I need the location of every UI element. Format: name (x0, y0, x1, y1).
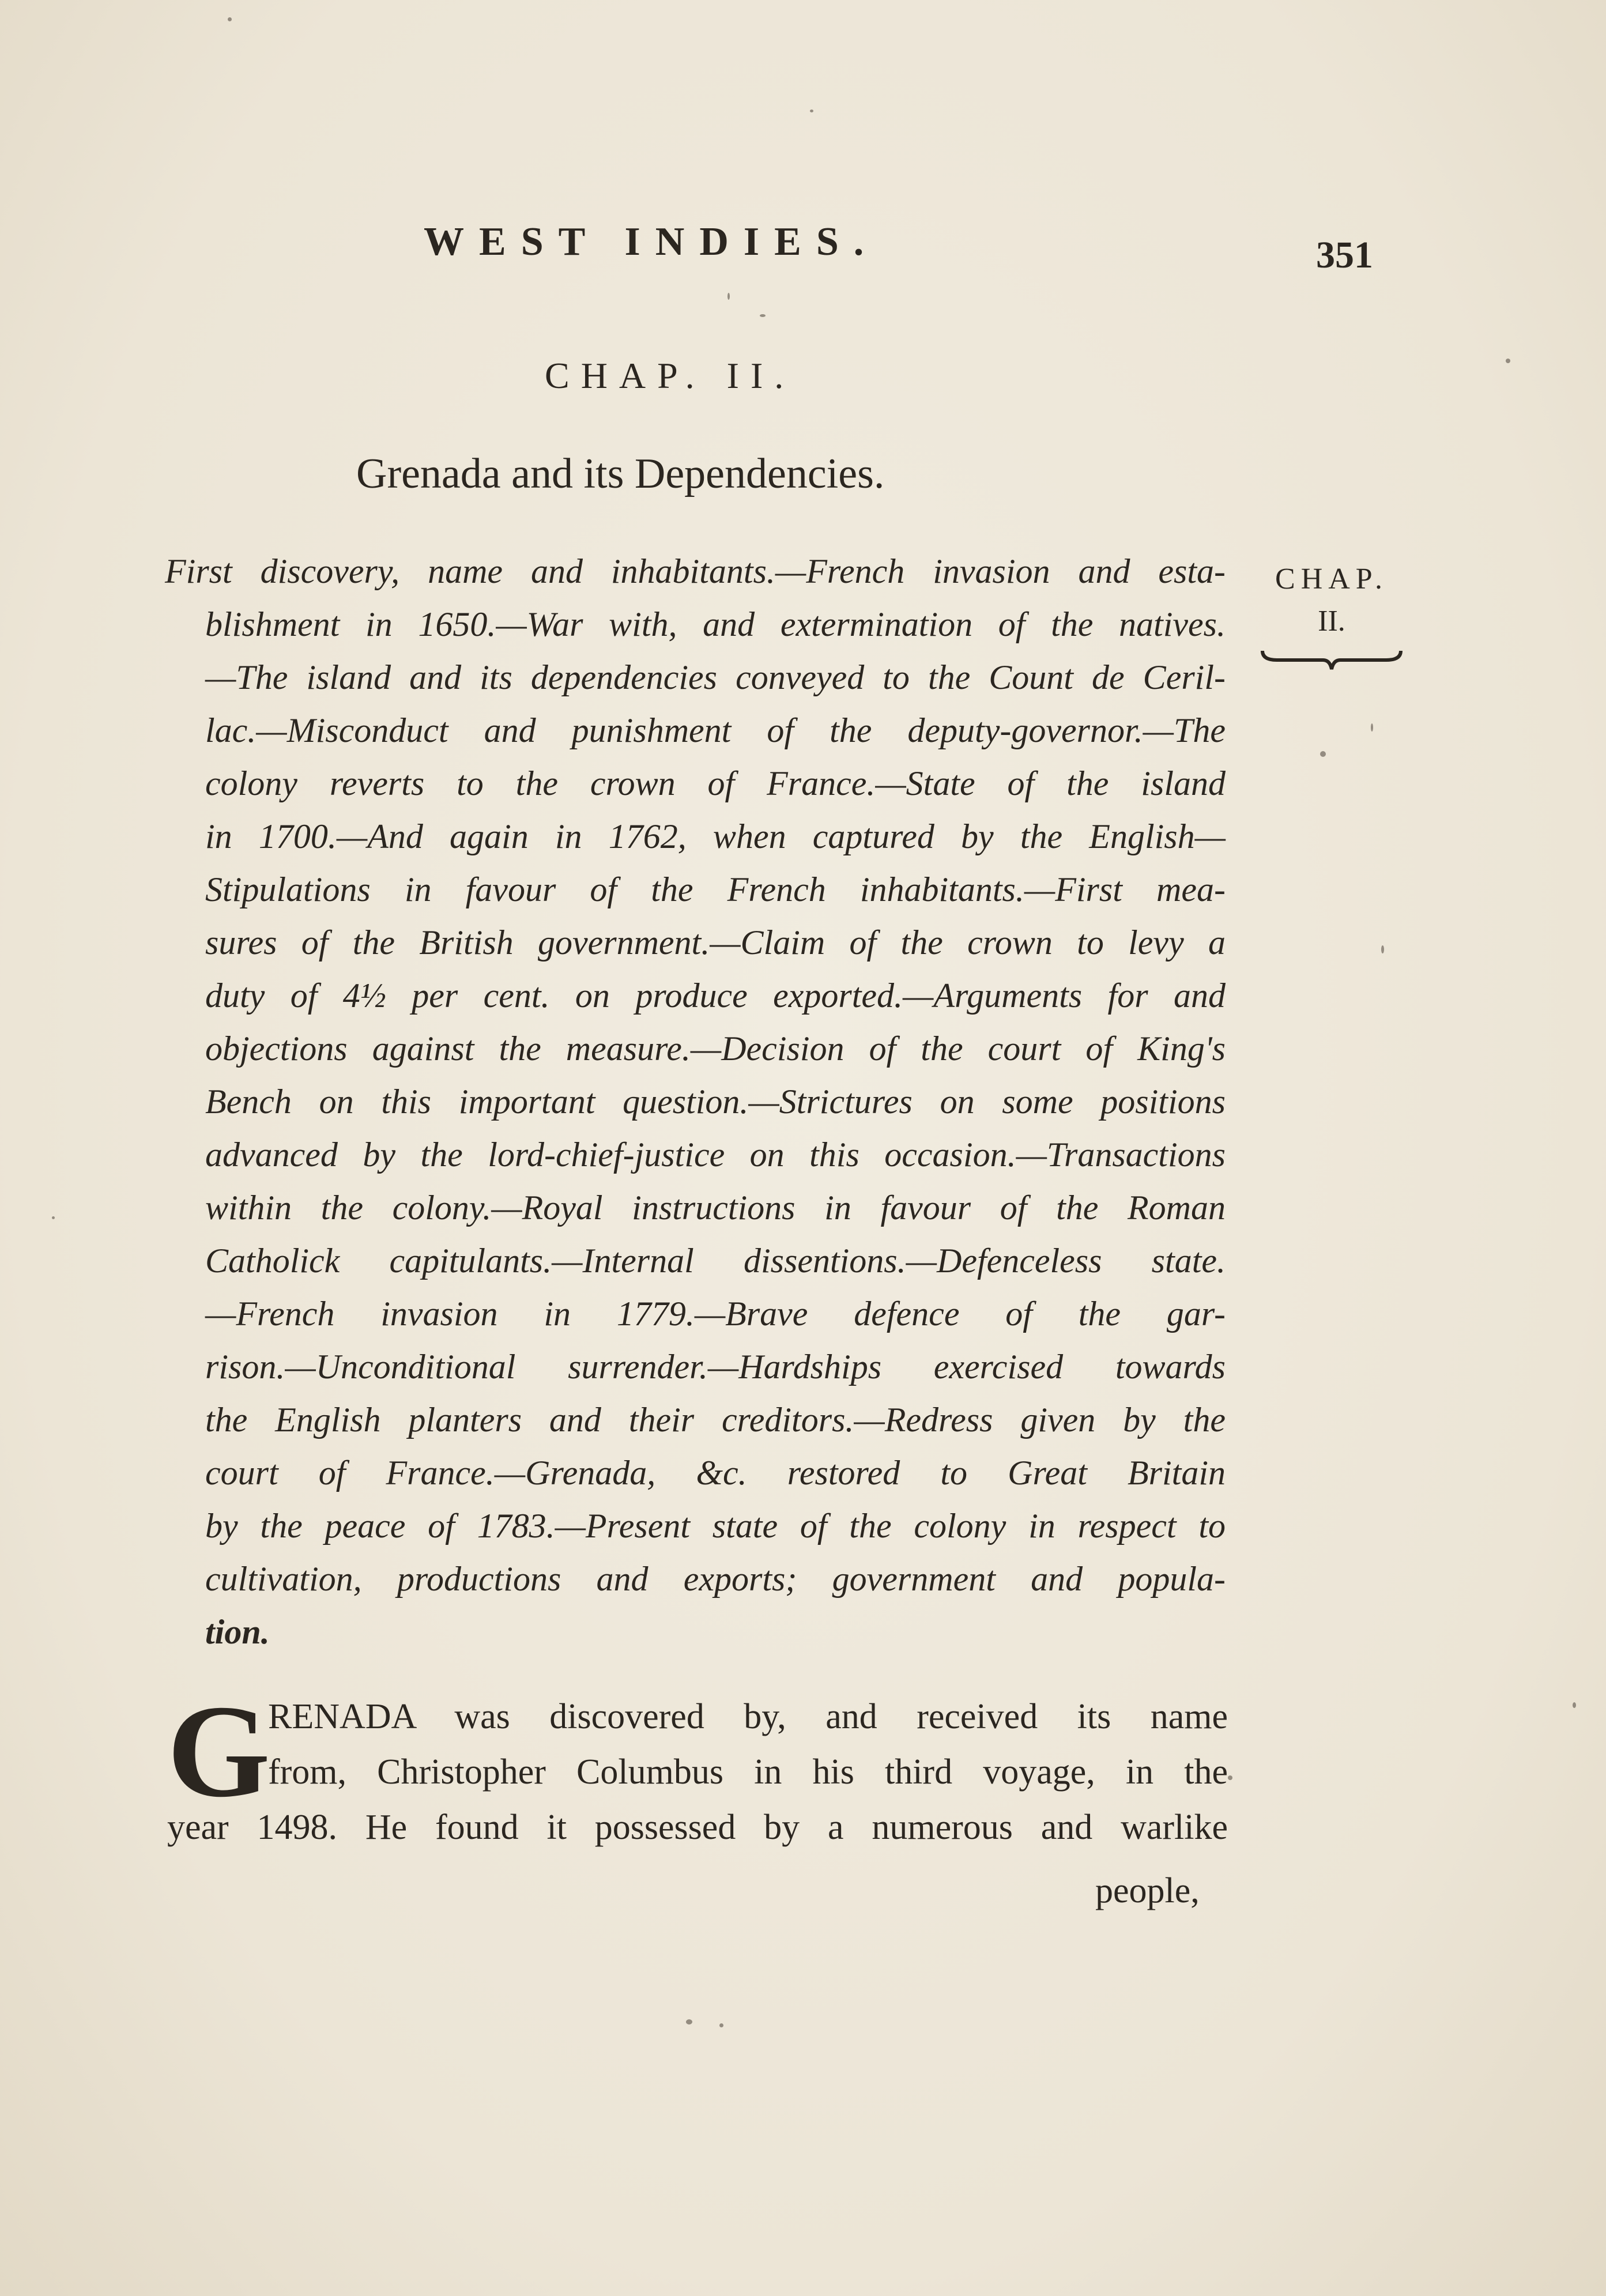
summary-line: First discovery, name and inhabitants.—French invasion and esta- (165, 552, 1226, 590)
paper-speck (810, 110, 813, 112)
chapter-heading: CHAP. II. (545, 355, 796, 396)
summary-line: tion. (205, 1613, 270, 1651)
running-head: WEST INDIES. (424, 220, 879, 264)
body-paragraph (167, 1677, 1228, 1855)
marginal-note (1257, 562, 1407, 673)
chapter-title: Grenada and its Dependencies. (356, 450, 885, 497)
summary-line: within the colony.—Royal instructions in favour of the Roman (205, 1189, 1226, 1227)
drop-cap: G (167, 1677, 270, 1824)
summary-line: blishment in 1650.—War with, and extermination of the natives. (205, 605, 1226, 643)
paper-speck (760, 314, 766, 317)
body-line: RENADA was discovered by, and received its name (268, 1697, 1228, 1736)
paper-speck (727, 293, 730, 300)
chapter-summary (165, 545, 1226, 1658)
paper-speck (1320, 751, 1326, 757)
paper-speck (1573, 1702, 1576, 1708)
summary-line: cultivation, productions and exports; government and popula- (205, 1560, 1226, 1598)
body-line: from, Christopher Columbus in his third voyage, in the (268, 1752, 1228, 1792)
summary-line: —The island and its dependencies conveyed to the Count de Ceril- (205, 658, 1226, 696)
summary-line: objections against the measure.—Decision of the court of King's (205, 1030, 1226, 1068)
summary-line: Bench on this important question.—Strictures on some positions (205, 1083, 1226, 1121)
paper-speck (1228, 1775, 1232, 1780)
summary-line: Stipulations in favour of the French inhabitants.—First mea- (205, 870, 1226, 908)
paper-speck (686, 2019, 692, 2024)
summary-line: —French invasion in 1779.—Brave defence of the gar- (205, 1295, 1226, 1333)
body-line: year 1498. He found it possessed by a numerous and warlike (167, 1808, 1228, 1847)
summary-line: rison.—Unconditional surrender.—Hardships exercised towards (205, 1348, 1226, 1386)
page-number: 351 (1316, 234, 1373, 276)
summary-line: Catholick capitulants.—Internal dissentions.—Defenceless state. (205, 1242, 1226, 1280)
summary-line: duty of 4½ per cent. on produce exported.—Arguments for and (205, 977, 1226, 1015)
paper-speck (1506, 359, 1510, 363)
summary-line: sures of the British government.—Claim of the crown to levy a (205, 923, 1226, 962)
summary-line: court of France.—Grenada, &c. restored to Great Britain (205, 1454, 1226, 1492)
summary-line: colony reverts to the crown of France.—State of the island (205, 764, 1226, 802)
brace-ornament-icon (1260, 644, 1404, 673)
catchword: people, (1095, 1871, 1200, 1910)
summary-line: advanced by the lord-chief-justice on this occasion.—Transactions (205, 1136, 1226, 1174)
summary-line: lac.—Misconduct and punishment of the deputy-governor.—The (205, 711, 1226, 749)
summary-line: the English planters and their creditors.—Redress given by the (205, 1401, 1226, 1439)
paper-speck (1371, 723, 1373, 732)
marginal-chap-number: II. (1318, 605, 1345, 638)
summary-line: in 1700.—And again in 1762, when captured by the English— (205, 817, 1226, 855)
paper-speck (52, 1216, 55, 1219)
paper-speck (228, 17, 232, 21)
paper-speck (1381, 945, 1384, 953)
paper-speck (719, 2023, 723, 2027)
marginal-chap-label: CHAP. (1275, 563, 1388, 595)
summary-line: by the peace of 1783.—Present state of the colony in respect to (205, 1507, 1226, 1545)
